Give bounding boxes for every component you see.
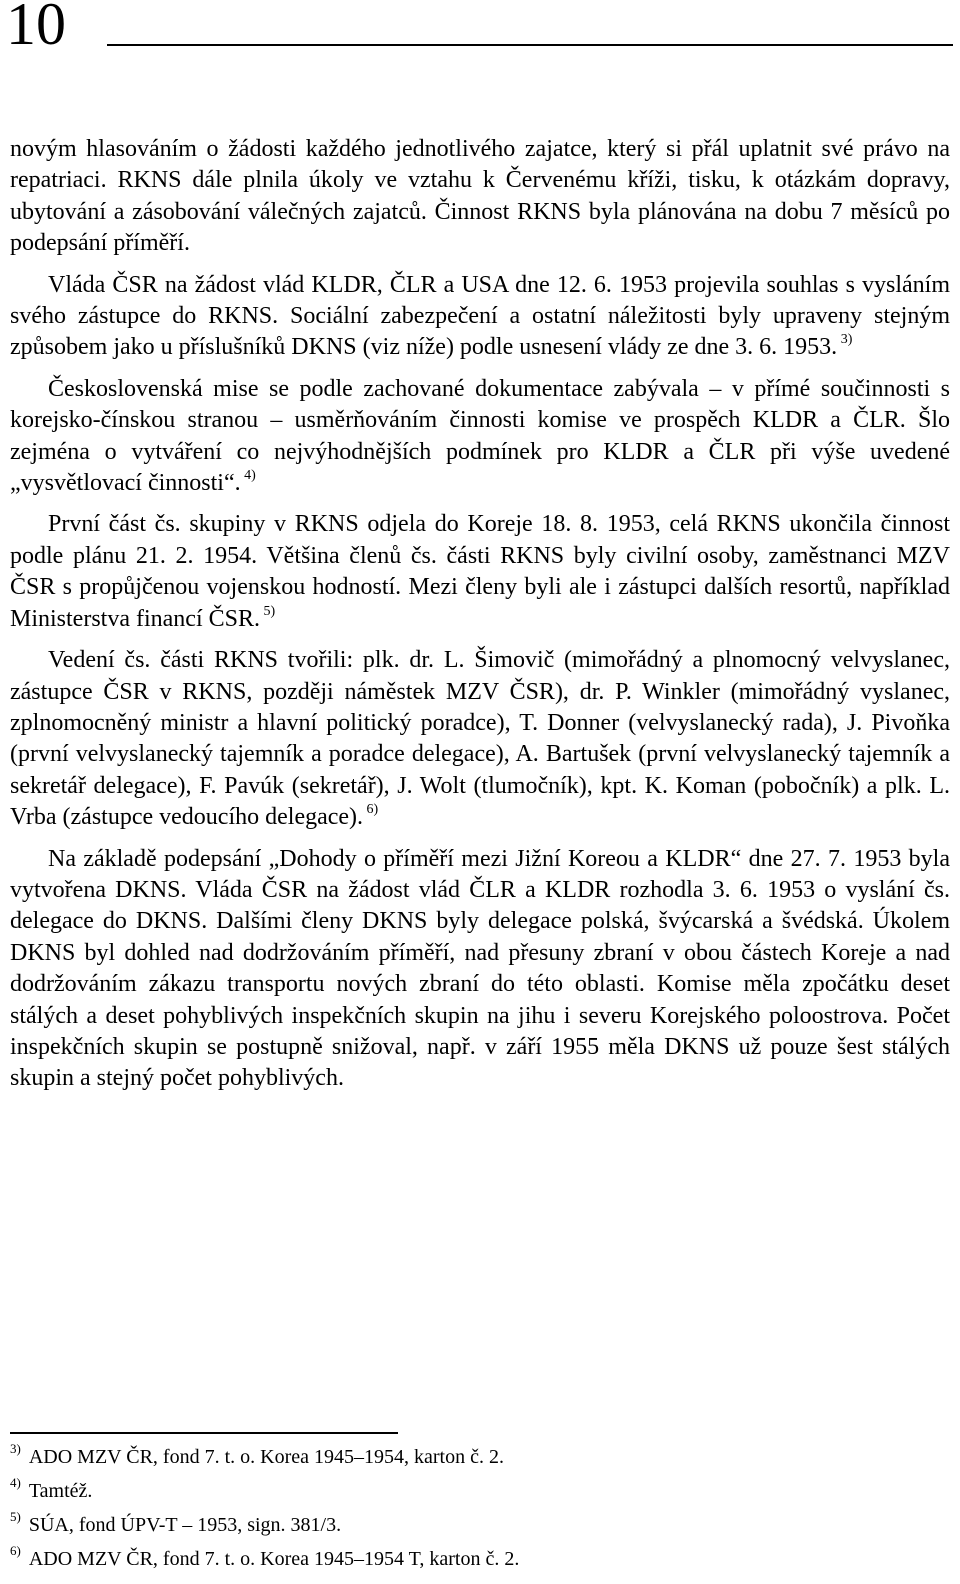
- footnote-mark: 6): [10, 1543, 21, 1559]
- page-number: 10: [6, 0, 66, 57]
- paragraph-text: Československá mise se podle zachované dokumentace zabývala – v přímé součinnosti s korejsko-čínskou stranou – usměrňováním činnosti komise ve prospěch KLDR a ČLR. Šlo zejména o vytváření co nejvýhodnějších podmínek pro KLDR a ČLR při výše uvedené „vysvětlovací činnosti“.: [10, 375, 950, 497]
- paragraph: [10, 509, 950, 635]
- paragraph-text: Vedení čs. části RKNS tvořili: plk. dr. L. Šimovič (mimořádný a plnomocný velvyslanec, zástupce ČSR v RKNS, později náměstek MZV ČSR), dr. P. Winkler (mimořádný vyslanec, zplnomocněný ministr a hlavní politický poradce), T. Donner (velvyslanecký rada), J. Pivoňka (první velvyslanecký tajemník a poradce delegace), A. Bartušek (první velvyslanecký tajemník a sekretář delegace), F. Pavúk (sekretář), J. Wolt (tlumočník), kpt. K. Koman (pobočník) a plk. L. Vrba (zástupce vedoucího delegace).: [10, 647, 950, 831]
- footnotes: [10, 1440, 950, 1576]
- footnote: [10, 1542, 950, 1576]
- paragraph: [10, 844, 950, 1095]
- footnote-mark: 4): [10, 1475, 21, 1491]
- footnote-mark: 3): [10, 1441, 21, 1457]
- paragraph-text: Na základě podepsání „Dohody o příměří mezi Jižní Koreou a KLDR“ dne 27. 7. 1953 byla vytvořena DKNS. Vláda ČSR na žádost vlád ČLR a KLDR rozhodla 3. 6. 1953 o vyslání čs. delegace do DKNS. Dalšími členy DKNS byly delegace polská, švýcarská a švédská. Úkolem DKNS byl dohled nad dodržováním příměří, nad přesuny zbraní v obou částech Koreje a nad dodržováním zákazu transportu nových zbraní do této oblasti. Komise měla zpočátku deset stálých a deset pohyblivých inspekčních skupin na jihu i severu Korejského poloostrova. Počet inspekčních skupin se postupně snižoval, např. v září 1955 měla DKNS už pouze šest stálých skupin a stejný počet pohyblivých.: [10, 845, 950, 1092]
- footnote: [10, 1508, 950, 1542]
- footnote-text: ADO MZV ČR, fond 7. t. o. Korea 1945–1954 T, karton č. 2.: [28, 1548, 520, 1570]
- paragraph: [10, 270, 950, 364]
- footnote-ref: 4): [244, 468, 256, 484]
- footnote-ref: 3): [840, 332, 853, 348]
- footnote-rule: [10, 1432, 398, 1434]
- paragraph: [10, 374, 950, 500]
- footnote-mark: 5): [10, 1509, 21, 1525]
- footnote: [10, 1474, 950, 1508]
- paragraph: [10, 134, 950, 260]
- footnote-text: Tamtéž.: [28, 1480, 93, 1502]
- footnote-text: SÚA, fond ÚPV-T – 1953, sign. 381/3.: [28, 1514, 342, 1536]
- footnote-ref: 6): [366, 802, 379, 818]
- body-text: [10, 134, 950, 1095]
- footnote: [10, 1440, 950, 1474]
- paragraph: [10, 645, 950, 833]
- header-rule: [107, 44, 953, 46]
- paragraph-text: První část čs. skupiny v RKNS odjela do Koreje 18. 8. 1953, celá RKNS ukončila činnost podle plánu 21. 2. 1954. Většina členů čs. části RKNS byly civilní osoby, zaměstnanci MZV ČSR s propůjčenou vojenskou hodností. Mezi členy byli ale i zástupci dalších resortů, například Ministerstva financí ČSR.: [10, 511, 950, 632]
- paragraph-text: novým hlasováním o žádosti každého jednotlivého zajatce, který si přál uplatnit své právo na repatriaci. RKNS dále plnila úkoly ve vztahu k Červenému kříži, tisku, k otázkám dopravy, ubytování a zásobování válečných zajatců. Činnost RKNS byla plánována na dobu 7 měsíců po podepsání příměří.: [10, 136, 950, 257]
- paragraph-text: Vláda ČSR na žádost vlád KLDR, ČLR a USA dne 12. 6. 1953 projevila souhlas s vysláním svého zástupce do RKNS. Sociální zabezpečení a ostatní náležitosti byly upraveny stejným způsobem jako u příslušníků DKNS (viz níže) podle usnesení vlády ze dne 3. 6. 1953.: [10, 271, 950, 361]
- footnote-ref: 5): [263, 603, 276, 619]
- footnote-text: ADO MZV ČR, fond 7. t. o. Korea 1945–1954, karton č. 2.: [28, 1446, 504, 1468]
